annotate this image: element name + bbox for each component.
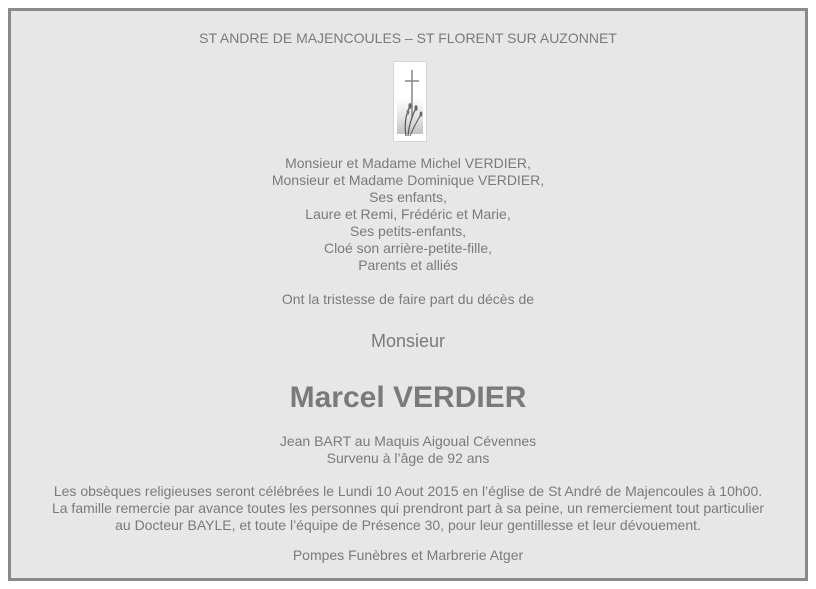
notice-header: ST ANDRE DE MAJENCOULES – ST FLORENT SUR AUZONNET	[199, 30, 617, 46]
deceased-details	[11, 433, 805, 467]
funeral-info	[11, 483, 805, 534]
funeral-line: Les obsèques religieuses seront célébrées le Lundi 10 Aout 2015 en l’église de St André de Majencoules à 10h00.	[53, 483, 763, 499]
family-line: Monsieur et Madame Michel VERDIER,	[285, 155, 531, 171]
family-line: Laure et Remi, Frédéric et Marie,	[305, 206, 511, 222]
family-list	[11, 155, 805, 274]
funeral-line: au Docteur BAYLE, et toute l’équipe de Présence 30, pour leur gentillesse et leur dévouement.	[115, 517, 701, 533]
family-line: Monsieur et Madame Dominique VERDIER,	[271, 172, 545, 188]
family-line: Ses enfants,	[369, 189, 447, 205]
family-line: Ses petits-enfants,	[350, 223, 466, 239]
family-line: Cloé son arrière-petite-fille,	[323, 240, 493, 256]
cross-with-wheat-icon	[393, 61, 427, 142]
undertaker-name: Pompes Funèbres et Marbrerie Atger	[292, 547, 524, 563]
deceased-name: Marcel VERDIER	[289, 381, 527, 414]
funeral-line: La famille remercie par avance toutes les personnes qui prendront part à sa peine, un remerciement tout particulier	[51, 500, 765, 516]
obituary-notice	[8, 8, 808, 581]
announcement-text: Ont la tristesse de faire part du décès de	[281, 291, 535, 307]
details-line: Jean BART au Maquis Aigoual Cévennes	[279, 433, 537, 449]
family-line: Parents et alliés	[358, 257, 458, 273]
details-line: Survenu à l’âge de 92 ans	[326, 450, 490, 466]
deceased-civility: Monsieur	[370, 331, 446, 351]
